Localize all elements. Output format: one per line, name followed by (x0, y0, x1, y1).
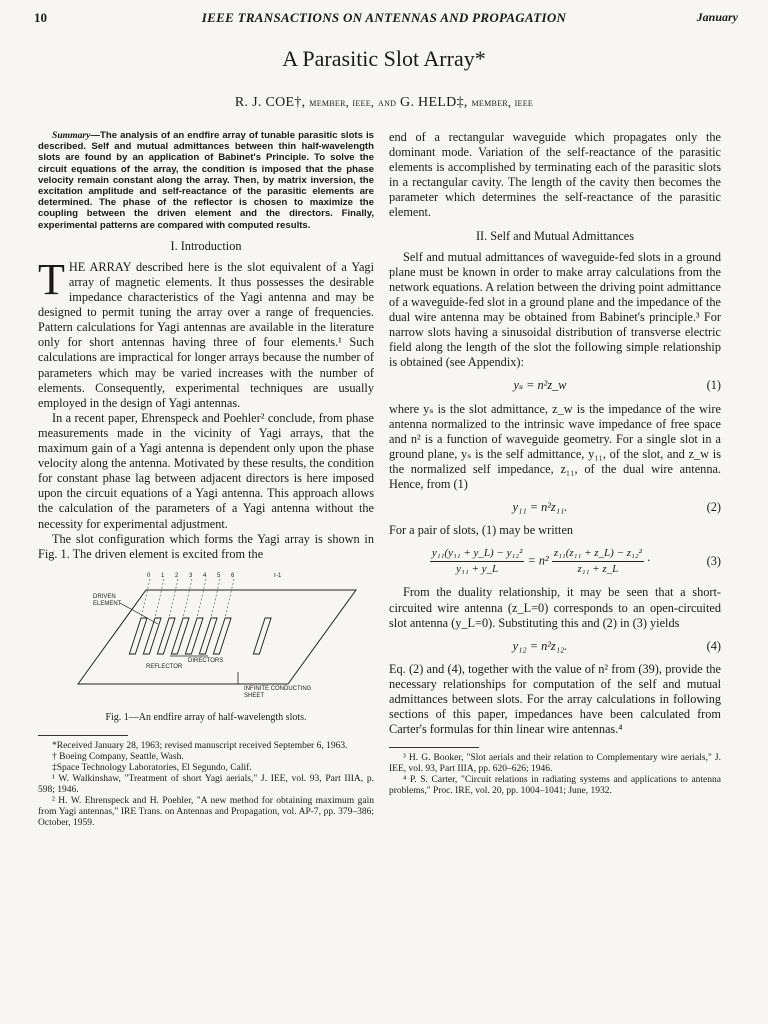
equation-1-body: yₛ = n²z_w (513, 378, 567, 393)
slot-number-2: 2 (175, 572, 179, 579)
author-held: G. HELD‡, (400, 95, 468, 110)
author-held-membership: member, ieee (471, 95, 534, 109)
right-paragraph-2: where yₛ is the slot admittance, z_w is the impedance of the wire antenna normalized to the intrinsic wave impedance of free space and n² is a function of waveguide geometry. For a single slot in a ground plane, yₛ is the self admittance, y₁₁, of the slot, and z_w is the normalized self impedance, z₁₁, of the dual wire antenna. Hence, from (1) (389, 401, 721, 491)
footnote-boeing: † Boeing Company, Seattle, Wash. (52, 751, 184, 762)
summary-text: —The analysis of an endfire array of tunable parasitic slots is described. Self and mutual admittances between thin half-wavelength slots are found by an application of Babinet's Principle. To solve the circuit equations of the array, the condition is imposed that the phase velocity remain constant along the array. Then, by matrix inversion, the excitation amplitude and self-reactance of the parasitic elements are determined. The phase of the reflector is chosen to maximize the coupling between the driven element and the directors. Finally, experimental patterns are compared with computed results. (38, 130, 374, 231)
slot-director-2 (171, 618, 189, 654)
footnote-stl: ‡Space Technology Laboratories, El Segundo, Calif. (52, 762, 252, 773)
footnote-2: ² H. W. Ehrenspeck and H. Poehler, "A new method for obtaining maximum gain from Yagi antennas," IRE Trans. on Antennas and Propagation, vol. AP-7, pp. 379–386; October, 1959. (38, 795, 374, 828)
summary-lead: Summary (52, 130, 91, 141)
page-number: 10 (34, 10, 47, 25)
journal-title: IEEE TRANSACTIONS ON ANTENNAS AND PROPAGATION (201, 10, 567, 25)
footnote-received: *Received January 28, 1963; revised manuscript received September 6, 1963. (52, 740, 348, 751)
slot-director-3 (185, 618, 203, 654)
slot-number-0: 0 (147, 572, 151, 579)
right-paragraph-0: end of a rectangular waveguide which propagates only the dominant mode. Variation of the self-reactance of the parasitic elements is accomplished by terminating each of the parasitic slots in a rectangular cavity. The length of the cavity then becomes the parameter which determines the self-reactance of the parasitic element. (389, 130, 721, 220)
equation-4-number: (4) (706, 638, 721, 653)
driven-pointer (120, 603, 158, 624)
equation-3-mid: = n² (527, 553, 549, 568)
issue-month: January (696, 10, 738, 24)
equation-3-rhs: $\frac{\text{z₁₁(z₁₁ + z\_L) − z₁₂²}}{\text{z₁₁ + z\_L}}$ (553, 547, 642, 576)
slot-driven (143, 618, 161, 654)
slot-number-4: 4 (203, 572, 207, 579)
section-heading-introduction: I. Introduction (170, 238, 242, 253)
driven-element-label-1: DRIVEN (93, 593, 116, 600)
intro-paragraph-1: THE ARRAY described here is the slot equivalent of a Yagi array of magnetic elements. It thus possesses the desirable impedance characteristics of the Yagi antenna and may be designed to permit tuning the array over a range of frequencies. Pattern calculations for Yagi antennas are available in the literature only for short antennas having three of four elements.¹ Such calculations are impractical for longer arrays because the number of parameters which may be varied increases with the number of elements. Consequently, experimental techniques are usually employed in the design of Yagi antennas. (38, 254, 374, 410)
right-paragraph-3: For a pair of slots, (1) may be written (389, 523, 574, 538)
slot-number-3: 3 (189, 572, 193, 579)
equation-2-body: y₁₁ = n²z₁₁. (512, 500, 568, 515)
section-heading-admittances: II. Self and Mutual Admittances (475, 228, 635, 243)
author-coe-membership: member, ieee, (309, 95, 375, 109)
summary-abstract (38, 130, 374, 231)
reflector-label: REFLECTOR (146, 663, 183, 670)
footnote-rule (38, 735, 128, 736)
equation-3-number: (3) (706, 554, 721, 569)
slot-number-5: 5 (217, 572, 221, 579)
leader-lines (141, 579, 234, 618)
slot-elements (129, 618, 271, 654)
equation-1 (389, 378, 721, 393)
equation-4 (389, 639, 721, 654)
slot-number-1: 1 (161, 572, 165, 579)
slot-reflector (129, 618, 147, 654)
author-conjunction: and (378, 95, 397, 109)
slot-director-last (253, 618, 271, 654)
slot-director-4 (199, 618, 217, 654)
page-header (28, 10, 740, 30)
right-paragraph-4: From the duality relationship, it may be seen that a short-circuited wire antenna (z_L=0) corresponds to an open-circuited slot antenna (y_L=0). Substituting this and (2) in (3) yields (389, 585, 721, 630)
driven-element-label-2: ELEMENT (93, 600, 122, 607)
slot-director-5 (213, 618, 231, 654)
equation-1-number: (1) (706, 378, 721, 393)
figure-caption: Fig. 1—An endfire array of half-wavelength slots. (105, 711, 307, 723)
slot-director-1 (157, 618, 175, 654)
equation-2 (389, 500, 721, 515)
slot-number-last: r-1 (274, 572, 282, 579)
equation-3: $\frac{\text{y₁₁(y₁₁ + y\_L) − y₁₂²}}{\text{y₁₁ + y\_L}}$ = n² $\frac{\text{z₁₁(z₁₁ + z\_L) − z₁₂²}}{\text{z₁₁ + z\_L}}$ · (3) (389, 546, 721, 577)
footnote-4: ⁴ P. S. Carter, "Circuit relations in radiating systems and applications to antenna problems," Proc. IRE, vol. 20, pp. 1004–1041; June, 1932. (389, 775, 721, 797)
intro-paragraph-2: In a recent paper, Ehrenspeck and Poehler² conclude, from phase measurements made in the vicinity of Yagi arrays, that the maximum gain of a Yagi antenna is dependent only upon the phase velocity along the antenna. Motivated by these results, the condition for constant phase lag between adjacent directors is here imposed upon the circuit equations of a Yagi antenna. This approach allows the calculation of the parameters of a Yagi antenna without the necessity for experimental adjustment. (38, 410, 374, 531)
equation-2-number: (2) (706, 500, 721, 515)
footnote-rule-right (389, 747, 479, 748)
author-line (0, 95, 768, 111)
paper-title: A Parasitic Slot Array* (282, 46, 486, 71)
figure-1 (38, 572, 374, 706)
footnote-1: ¹ W. Walkinshaw, "Treatment of short Yagi aerials," J. IEE, vol. 93, Part IIIA, p. 598; 1946. (38, 773, 374, 795)
left-column (38, 130, 374, 829)
right-paragraph-1: Self and mutual admittances of waveguide-fed slots in a ground plane must be known in order to make array calculations from the network equations. A relation between the driving point admittance of a waveguide-fed slot in a ground plane and the impedance of the dual wire antenna may be obtained from Babinet's principle.³ For narrow slots having a sinusoidal distribution of transverse electric field along the length of the slot the following simple relationship is obtained (see Appendix): (389, 249, 721, 370)
right-paragraph-5: Eq. (2) and (4), together with the value of n² from (39), provide the necessary relationships for computation of the self and mutual admittances between slots. For the array calculations in following sections of this paper, impedances have been calculated from Carter's formulas for thin linear wire antennas.⁴ (389, 661, 721, 737)
drop-cap: T (38, 254, 65, 304)
author-coe: R. J. COE†, (234, 95, 306, 110)
sheet-label-2: SHEET (244, 692, 265, 699)
equation-3-lhs: $\frac{\text{y₁₁(y₁₁ + y\_L) − y₁₂²}}{\text{y₁₁ + y\_L}}$ (431, 547, 523, 576)
footnote-3: ³ H. G. Booker, "Slot aerials and their relation to Complementary wire aerials," J. IEE, vol. 93, Part IIIA, pp. 620–626; 1946. (389, 753, 721, 775)
slot-array-diagram (38, 572, 374, 706)
slot-number-6: 6 (231, 572, 235, 579)
right-column (389, 130, 721, 797)
equation-4-body: y₁₂ = n²z₁₂. (512, 638, 568, 653)
sheet-label-1: INFINITE CONDUCTING (244, 685, 312, 692)
directors-label: DIRECTORS (188, 657, 224, 664)
intro-paragraph-3: The slot configuration which forms the Yagi array is shown in Fig. 1. The driven element is excited from the (38, 531, 374, 561)
